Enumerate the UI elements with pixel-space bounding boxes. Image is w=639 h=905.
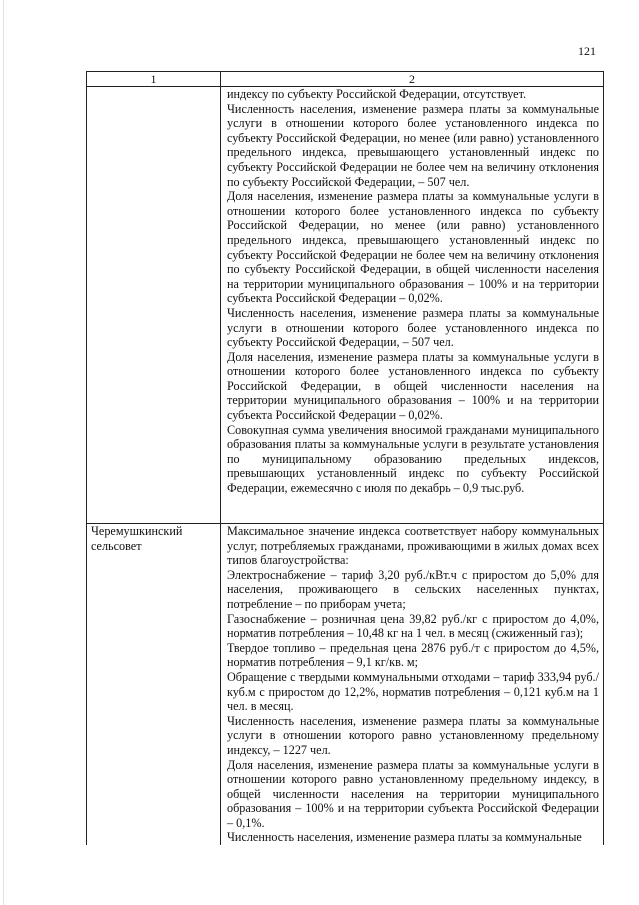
page-number: 121 [578,44,596,58]
paragraph: Совокупная сумма увеличения вносимой гражданами муниципального образования платы за коммунальные услуги в результате установления по муниципальному образованию предельных индексов, превышающих установленный индекс по субъекту Российской Федерации, ежемесячно с июля по декабрь – 0,9 тыс.руб. [227,422,599,496]
municipality-name-cell: Черемушкинский сельсовет [87,524,221,846]
paragraph: Твердое топливо – предельная цена 2876 руб./т с приростом до 4,5%, норматив потребления – 9,1 кг/кв. м; [227,640,599,670]
paragraph: Численность населения, изменение размера платы за коммунальные услуги в отношении которого более установленного индекса по субъекту Российской Федерации, – 507 чел. [227,305,599,350]
paragraph: Доля населения, изменение размера платы за коммунальные услуги в отношении которого более установленного индекса по субъекту Российской Федерации, но менее (или равно) установленного предельного индекса, превышающего установленный индекс по субъекту Российской Федерации не более чем на величину отклонения по субъекту Российской Федерации, в общей численности населения на территории муниципального образования – 100% и на территории субъекта Российской Федерации – 0,02%. [227,189,599,306]
table-row [87,524,604,846]
paragraph: индексу по субъекту Российской Федерации, отсутствует. [227,87,527,101]
description-cell [221,87,604,524]
paragraph: Электроснабжение – тариф 3,20 руб./кВт.ч с приростом до 5,0% для населения, проживающего в сельских населенных пунктах, потребление – по приборам учета; [227,567,599,611]
paragraph: Обращение с твердыми коммунальными отходами – тариф 333,94 руб./куб.м с приростом до 12,2%, норматив потребления – 0,121 куб.м на 1 чел. в месяц. [227,669,599,714]
paragraph: Численность населения, изменение размера платы за коммунальные услуги в отношении которого более установленного индекса по субъекту Российской Федерации, но менее (или равно) установленного предельного индекса, превышающего установленный индекс по субъекту Российской Федерации не более чем на величину отклонения по субъекту Российской Федерации, – 507 чел. [227,101,599,189]
paragraph: Максимальное значение индекса соответствует набору коммунальных услуг, потребляемых гражданами, проживающими в жилых домах всех типов благоустройства: [227,524,599,568]
paragraph: Численность населения, изменение размера платы за коммунальные [227,830,582,845]
table-header-row [87,72,604,87]
document-table [86,71,604,845]
paragraph: Доля населения, изменение размера платы за коммунальные услуги в отношении которого более установленного индекса по субъекту Российской Федерации, в общей численности населения на территории муниципального образования – 100% и на территории субъекта Российской Федерации – 0,02%. [227,349,599,423]
paragraph: Доля населения, изменение размера платы за коммунальные услуги в отношении которого равно установленному предельному индексу, в общей численности населения на территории муниципального образования – 100% и на территории субъекта Российской Федерации – 0,1%. [227,757,599,830]
paragraph: Численность населения, изменение размера платы за коммунальные услуги в отношении которого равно установленному предельному индексу, – 1227 чел. [227,713,599,757]
column-header-2: 2 [221,72,604,87]
paragraph: Газоснабжение – розничная цена 39,82 руб./кг с приростом до 4,0%, норматив потребления – 10,48 кг на 1 чел. в месяц (сжиженный газ); [227,611,599,641]
column-header-1: 1 [87,72,221,87]
table-row [87,87,604,524]
scan-edge-line [3,0,4,905]
description-cell [221,524,604,846]
municipality-name-cell [87,87,221,524]
